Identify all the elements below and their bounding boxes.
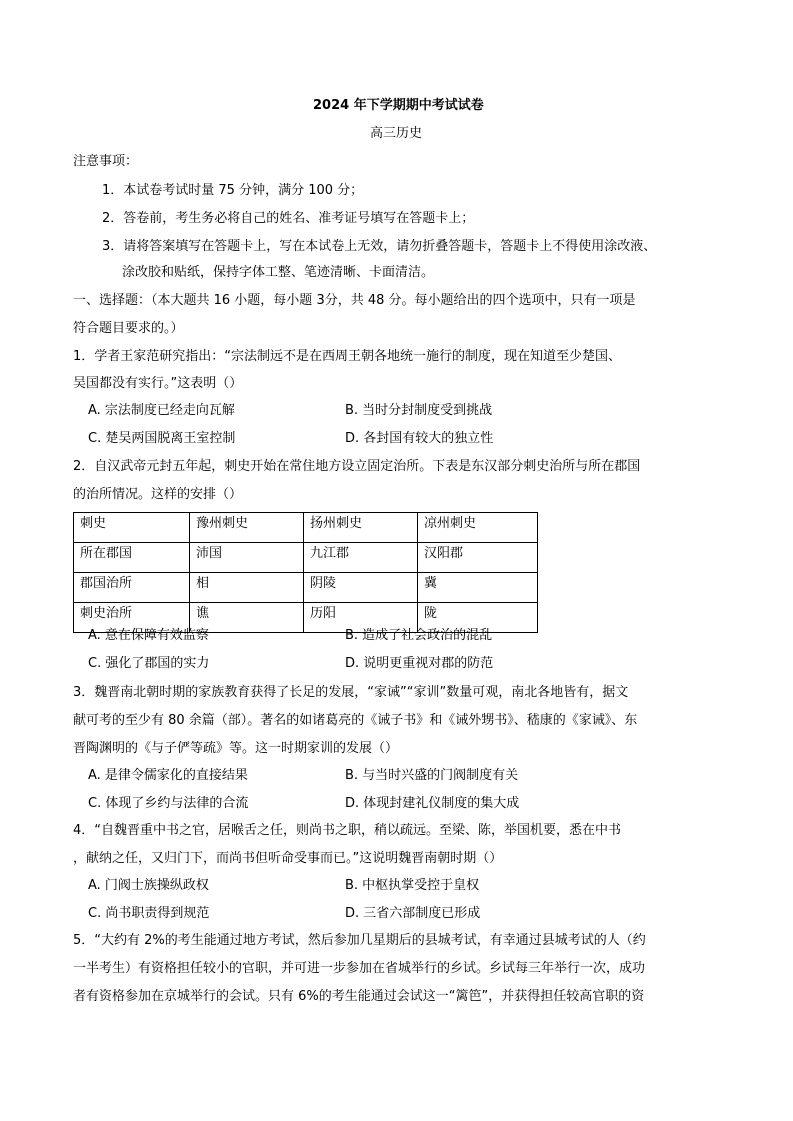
option-a: A. 门阀士族操纵政权 bbox=[88, 878, 209, 893]
table-cell: 郡国治所 bbox=[74, 573, 190, 603]
table-cell: 谯 bbox=[190, 603, 304, 633]
option-d: D. 各封国有较大的独立性 bbox=[345, 431, 494, 446]
table-cell: 九江郡 bbox=[304, 543, 418, 573]
table-cell: 刺史治所 bbox=[74, 603, 190, 633]
table-cell: 历阳 bbox=[304, 603, 418, 633]
question-stem: 3．魏晋南北朝时期的家族教育获得了长足的发展，“家诫”“家训”数量可观，南北各地皆有，据文 bbox=[73, 685, 629, 700]
table-cell: 阴陵 bbox=[304, 573, 418, 603]
option-c: C. 体现了乡约与法律的合流 bbox=[88, 796, 249, 811]
table-cell: 凉州刺史 bbox=[418, 513, 538, 543]
option-b: B. 与当时兴盛的门阀制度有关 bbox=[345, 768, 519, 783]
option-d: D. 体现封建礼仪制度的集大成 bbox=[345, 796, 520, 811]
question-stem: 一半考生）有资格担任较小的官职，并可进一步参加在省城举行的乡试。乡试每三年举行一次，成功 bbox=[73, 961, 646, 976]
question-stem: 5．“大约有 2%的考生能通过地方考试，然后参加几星期后的县城考试，有幸通过县城考试的人（约 bbox=[73, 933, 646, 948]
page-title: 2024 年下学期期中考试试卷 bbox=[313, 98, 484, 113]
question-stem: 的治所情况。这样的安排（） bbox=[73, 487, 243, 502]
option-c: C. 楚吴两国脱离王室控制 bbox=[88, 431, 236, 446]
table-cell: 沛国 bbox=[190, 543, 304, 573]
question-stem: 献可考的至少有 80 余篇（部）。著名的如诸葛亮的《诫子书》和《诫外甥书》、嵇康的《家诫》、东 bbox=[73, 713, 638, 728]
question-stem: 者有资格参加在京城举行的会试。只有 6%的考生能通过会试这一“篱笆”，并获得担任较高官职的资 bbox=[73, 989, 645, 1004]
option-c: C. 强化了郡国的实力 bbox=[88, 656, 210, 671]
section-heading: 符合题目要求的。） bbox=[73, 321, 184, 336]
question-stem: 吴国都没有实行。”这表明（） bbox=[73, 376, 243, 391]
question-stem: ，献纳之任，又归门下，而尚书但听命受事而已。”这说明魏晋南朝时期（） bbox=[73, 851, 503, 866]
option-b: B. 造成了社会政治的混乱 bbox=[345, 628, 493, 643]
option-d: D. 说明更重视对郡的防范 bbox=[345, 656, 494, 671]
notice-item: 1．本试卷考试时量 75 分钟，满分 100 分； bbox=[102, 183, 364, 198]
question-stem: 晋陶渊明的《与子俨等疏》等。这一时期家训的发展（） bbox=[73, 741, 399, 756]
question-stem: 4．“自魏晋重中书之官，居喉舌之任，则尚书之职，稍以疏远。至梁、陈，举国机要，悉在中书 bbox=[73, 823, 622, 838]
option-b: B. 当时分封制度受到挑战 bbox=[345, 403, 493, 418]
option-d: D. 三省六部制度已形成 bbox=[345, 906, 481, 921]
option-a: A. 是律令儒家化的直接结果 bbox=[88, 768, 248, 783]
table-row bbox=[74, 543, 538, 573]
section-heading: 一、选择题：（本大题共 16 小题，每小题 3分，共 48 分。每小题给出的四个选项中，只有一项是 bbox=[73, 293, 636, 308]
notice-item: 3．请将答案填写在答题卡上，写在本试卷上无效，请勿折叠答题卡，答题卡上不得使用涂改液、 bbox=[102, 239, 657, 254]
notice-item: 涂改胶和贴纸，保持字体工整、笔迹清晰、卡面清洁。 bbox=[122, 265, 435, 280]
table-cell: 陇 bbox=[418, 603, 538, 633]
table-row bbox=[74, 513, 538, 543]
table-cell: 相 bbox=[190, 573, 304, 603]
table-cell: 所在郡国 bbox=[74, 543, 190, 573]
table-cell: 刺史 bbox=[74, 513, 190, 543]
notice-item: 2．答卷前，考生务必将自己的姓名、准考证号填写在答题卡上； bbox=[102, 211, 475, 226]
question-stem: 2．自汉武帝元封五年起，刺史开始在常住地方设立固定治所。下表是东汉部分刺史治所与所在郡国 bbox=[73, 459, 641, 474]
option-c: C. 尚书职责得到规范 bbox=[88, 906, 210, 921]
table-cell: 扬州刺史 bbox=[304, 513, 418, 543]
notice-heading: 注意事项： bbox=[73, 154, 139, 169]
table-row bbox=[74, 573, 538, 603]
prefecture-table bbox=[73, 512, 538, 633]
page-subtitle: 高三历史 bbox=[370, 126, 423, 141]
table-cell: 豫州刺史 bbox=[190, 513, 304, 543]
option-b: B. 中枢执掌受控于皇权 bbox=[345, 878, 480, 893]
option-a: A. 宗法制度已经走向瓦解 bbox=[88, 403, 235, 418]
option-a: A. 意在保障有效监察 bbox=[88, 628, 209, 643]
table-cell: 冀 bbox=[418, 573, 538, 603]
table-cell: 汉阳郡 bbox=[418, 543, 538, 573]
question-stem: 1．学者王家范研究指出：“宗法制远不是在西周王朝各地统一施行的制度，现在知道至少楚国、 bbox=[73, 349, 622, 364]
